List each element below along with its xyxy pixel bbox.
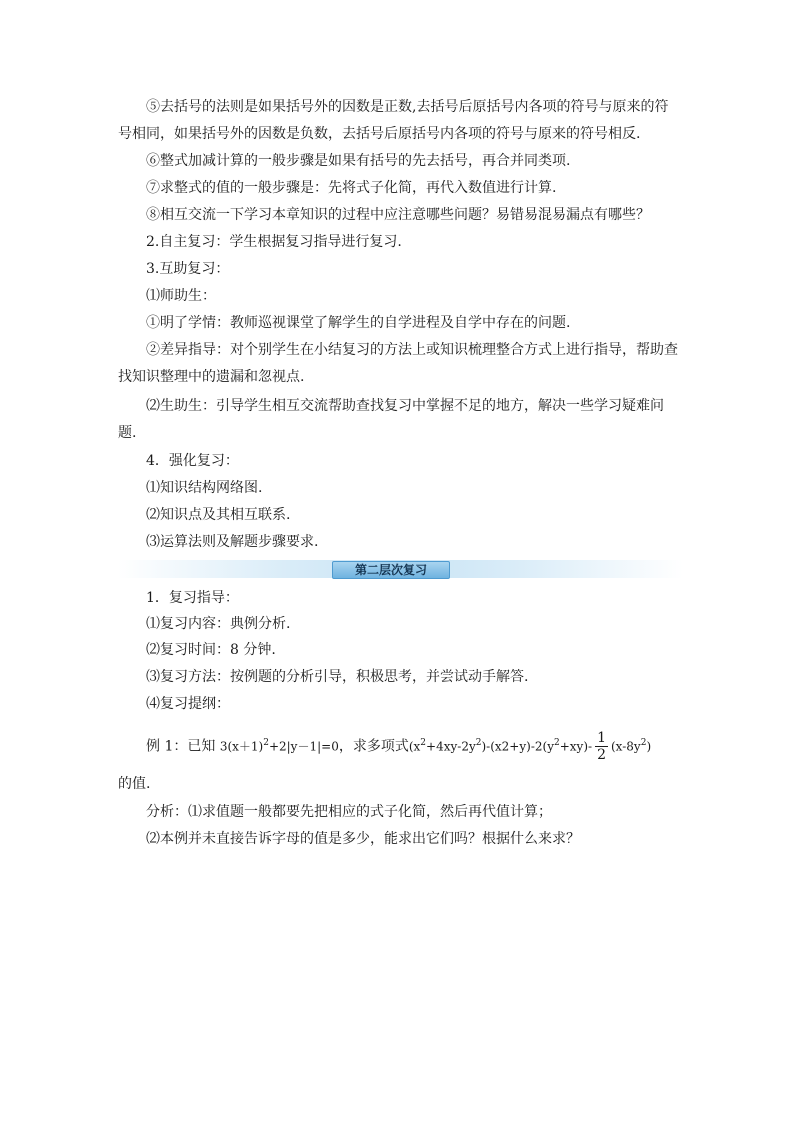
teacher-helps-student: ⑴师助生： [146, 288, 216, 304]
example-1 [146, 730, 706, 763]
review-guidance-heading: 1．复习指导： [146, 590, 239, 606]
example-tail: 的值. [118, 776, 151, 792]
example-exponent-2: 2 [420, 737, 427, 748]
example-equation-part-1: 3(x＋1) [219, 739, 264, 754]
review-content: ⑴复习内容：典例分析. [146, 616, 291, 632]
example-poly-part-3: )-(x2+y)-2(y [481, 739, 554, 754]
differentiated-guidance-line-1: ②差异指导：对个别学生在小结复习的方法上或知识梳理整合方式上进行指导，帮助查 [146, 342, 678, 358]
review-method: ⑶复习方法：按例题的分析引导，积极思考，并尝试动手解答. [146, 669, 529, 685]
example-exponent-3: 2 [475, 737, 482, 748]
review-outline: ⑷复习提纲： [146, 696, 230, 712]
example-exponent-5: 2 [640, 737, 647, 748]
mutual-review-heading: 3.互助复习： [146, 261, 230, 277]
understand-situation: ①明了学情：教师巡视课堂了解学生的自学进程及自学中存在的问题. [146, 315, 571, 331]
rule-5-line-2: 号相同，如果括号外的因数是负数，去括号后原括号内各项的符号与原来的符号相反. [118, 126, 641, 142]
student-helps-student-line-1: ⑵生助生：引导学生相互交流帮助查找复习中掌握不足的地方，解决一些学习疑难问 [146, 398, 664, 414]
example-prefix: 例 1：已知 [146, 738, 220, 755]
example-poly-part-1: (x [408, 739, 421, 754]
analysis-2: ⑵本例并未直接告诉字母的值是多少，能求出它们吗？根据什么来求？ [146, 831, 580, 847]
knowledge-network: ⑴知识结构网络图. [146, 480, 263, 496]
example-poly-part-4: +xy)- [559, 739, 593, 754]
analysis-1: 分析：⑴求值题一般都要先把相应的式子化简，然后再代值计算； [146, 804, 552, 820]
fraction-numerator: 1 [597, 730, 606, 746]
operation-rules: ⑶运算法则及解题步骤要求. [146, 534, 319, 550]
rule-6: ⑥整式加减计算的一般步骤是如果有括号的先去括号，再合并同类项. [146, 153, 571, 169]
example-poly-part-5: (x-8y [610, 739, 641, 754]
one-half-fraction [595, 730, 608, 763]
differentiated-guidance-line-2: 找知识整理中的遗漏和忽视点. [118, 369, 305, 385]
fraction-denominator: 2 [597, 747, 606, 763]
example-question: ，求多项式 [338, 738, 409, 755]
rule-7: ⑦求整式的值的一般步骤是：先将式子化简，再代入数值进行计算. [146, 180, 557, 196]
example-equation-part-2: +2|y－1|=0 [268, 739, 339, 754]
rule-5-line-1: ⑤去括号的法则是如果括号外的因数是正数,去括号后原括号内各项的符号与原来的符 [146, 99, 669, 115]
student-helps-student-line-2: 题. [118, 425, 137, 441]
reinforced-review-heading: 4．强化复习： [146, 453, 239, 469]
example-exponent-1: 2 [263, 737, 269, 748]
rule-8: ⑧相互交流一下学习本章知识的过程中应注意哪些问题？易错易混易漏点有哪些？ [146, 207, 650, 223]
knowledge-points: ⑵知识点及其相互联系. [146, 507, 291, 523]
review-time: ⑵复习时间：8 分钟. [146, 642, 276, 658]
self-review: 2.自主复习：学生根据复习指导进行复习. [146, 234, 402, 250]
section-heading: 第二层次复习 [332, 561, 450, 579]
example-poly-part-2: +4xy-2y [426, 739, 476, 754]
example-exponent-4: 2 [553, 737, 560, 748]
example-poly-part-6: ) [646, 739, 652, 754]
